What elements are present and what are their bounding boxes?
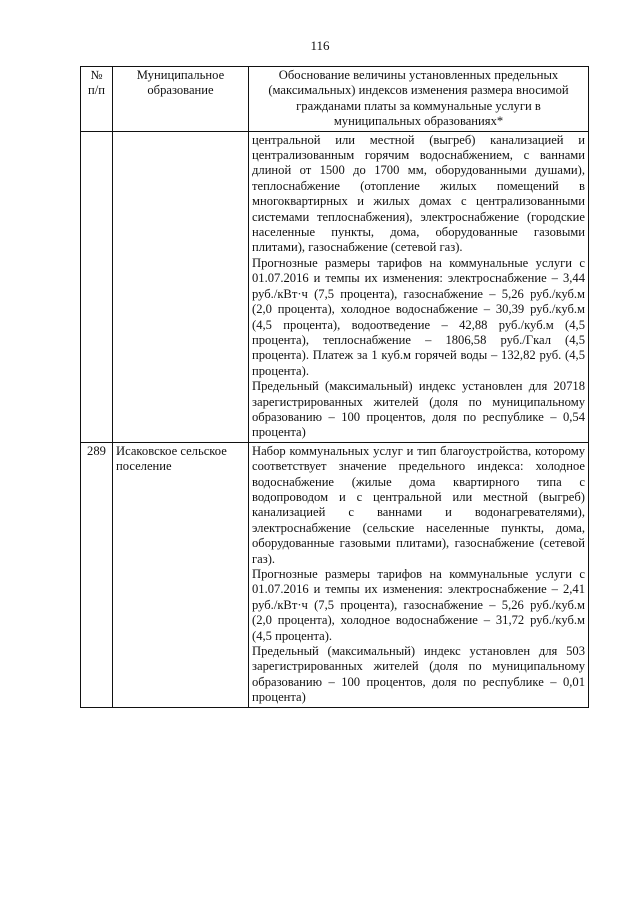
tariff-index-table xyxy=(80,66,589,708)
table-header-row xyxy=(81,67,589,132)
row-number xyxy=(81,131,113,442)
justification-paragraph: Предельный (максимальный) индекс установлен для 20718 зарегистрированных жителей (доля по муниципальному образованию – 100 процентов, доля по республике – 0,54 процента) xyxy=(252,379,585,440)
row-justification xyxy=(249,442,589,707)
header-justification: Обоснование величины установленных предельных (максимальных) индексов изменения размера вносимой гражданами платы за коммунальные услуги в муниципальных образованиях* xyxy=(249,67,589,132)
table-row xyxy=(81,131,589,442)
header-number: № п/п xyxy=(81,67,113,132)
row-justification xyxy=(249,131,589,442)
row-municipality: Исаковское сельское поселение xyxy=(113,442,249,707)
justification-paragraph: Предельный (максимальный) индекс установлен для 503 зарегистрированных жителей (доля по муниципальному образованию – 100 процентов, доля по республике – 0,01 процента) xyxy=(252,644,585,705)
justification-paragraph: Прогнозные размеры тарифов на коммунальные услуги с 01.07.2016 и темпы их изменения: электроснабжение – 2,41 руб./кВт·ч (7,5 процента), газоснабжение – 5,26 руб./куб.м (2,0 процента), холодное водоснабжение – 31,72 руб./куб.м (4,5 процента). xyxy=(252,567,585,643)
table-row xyxy=(81,442,589,707)
header-municipality: Муниципальное образование xyxy=(113,67,249,132)
page-number: 116 xyxy=(310,38,330,53)
justification-paragraph: Прогнозные размеры тарифов на коммунальные услуги с 01.07.2016 и темпы их изменения: электроснабжение – 3,44 руб./кВт·ч (7,5 процента), газоснабжение – 5,26 руб./куб.м (2,0 процента), холодное водоснабжение – 30,39 руб./куб.м (4,5 процента), водоотведение – 42,88 руб./куб.м (4,5 процента), теплоснабжение – 1806,58 руб./Гкал (4,5 процента). Платеж за 1 куб.м горячей воды – 132,82 руб. (4,5 процента). xyxy=(252,255,585,378)
row-municipality xyxy=(113,131,249,442)
justification-paragraph: Набор коммунальных услуг и тип благоустройства, которому соответствует значение предельного индекса: холодное водоснабжение (жилые дома квартирного типа с водопроводом и с центральной или местной (выгреб) канализацией с ваннами и водонагревателями), электроснабжение (сельские населенные пункты, дома, оборудованные газовыми плитами), газоснабжение (сетевой газ). xyxy=(252,443,585,566)
row-number: 289 xyxy=(81,442,113,707)
justification-paragraph: центральной или местной (выгреб) канализацией и централизованным горячим водоснабжением, с ваннами длиной от 1500 до 1700 мм, оборудованными душами), теплоснабжение (отопление жилых помещений в многоквартирных и жилых домах с централизованными системами теплоснабжения), электроснабжение (городские населенные пункты, дома, оборудованные газовыми плитами), газоснабжение (сетевой газ). xyxy=(252,132,585,255)
